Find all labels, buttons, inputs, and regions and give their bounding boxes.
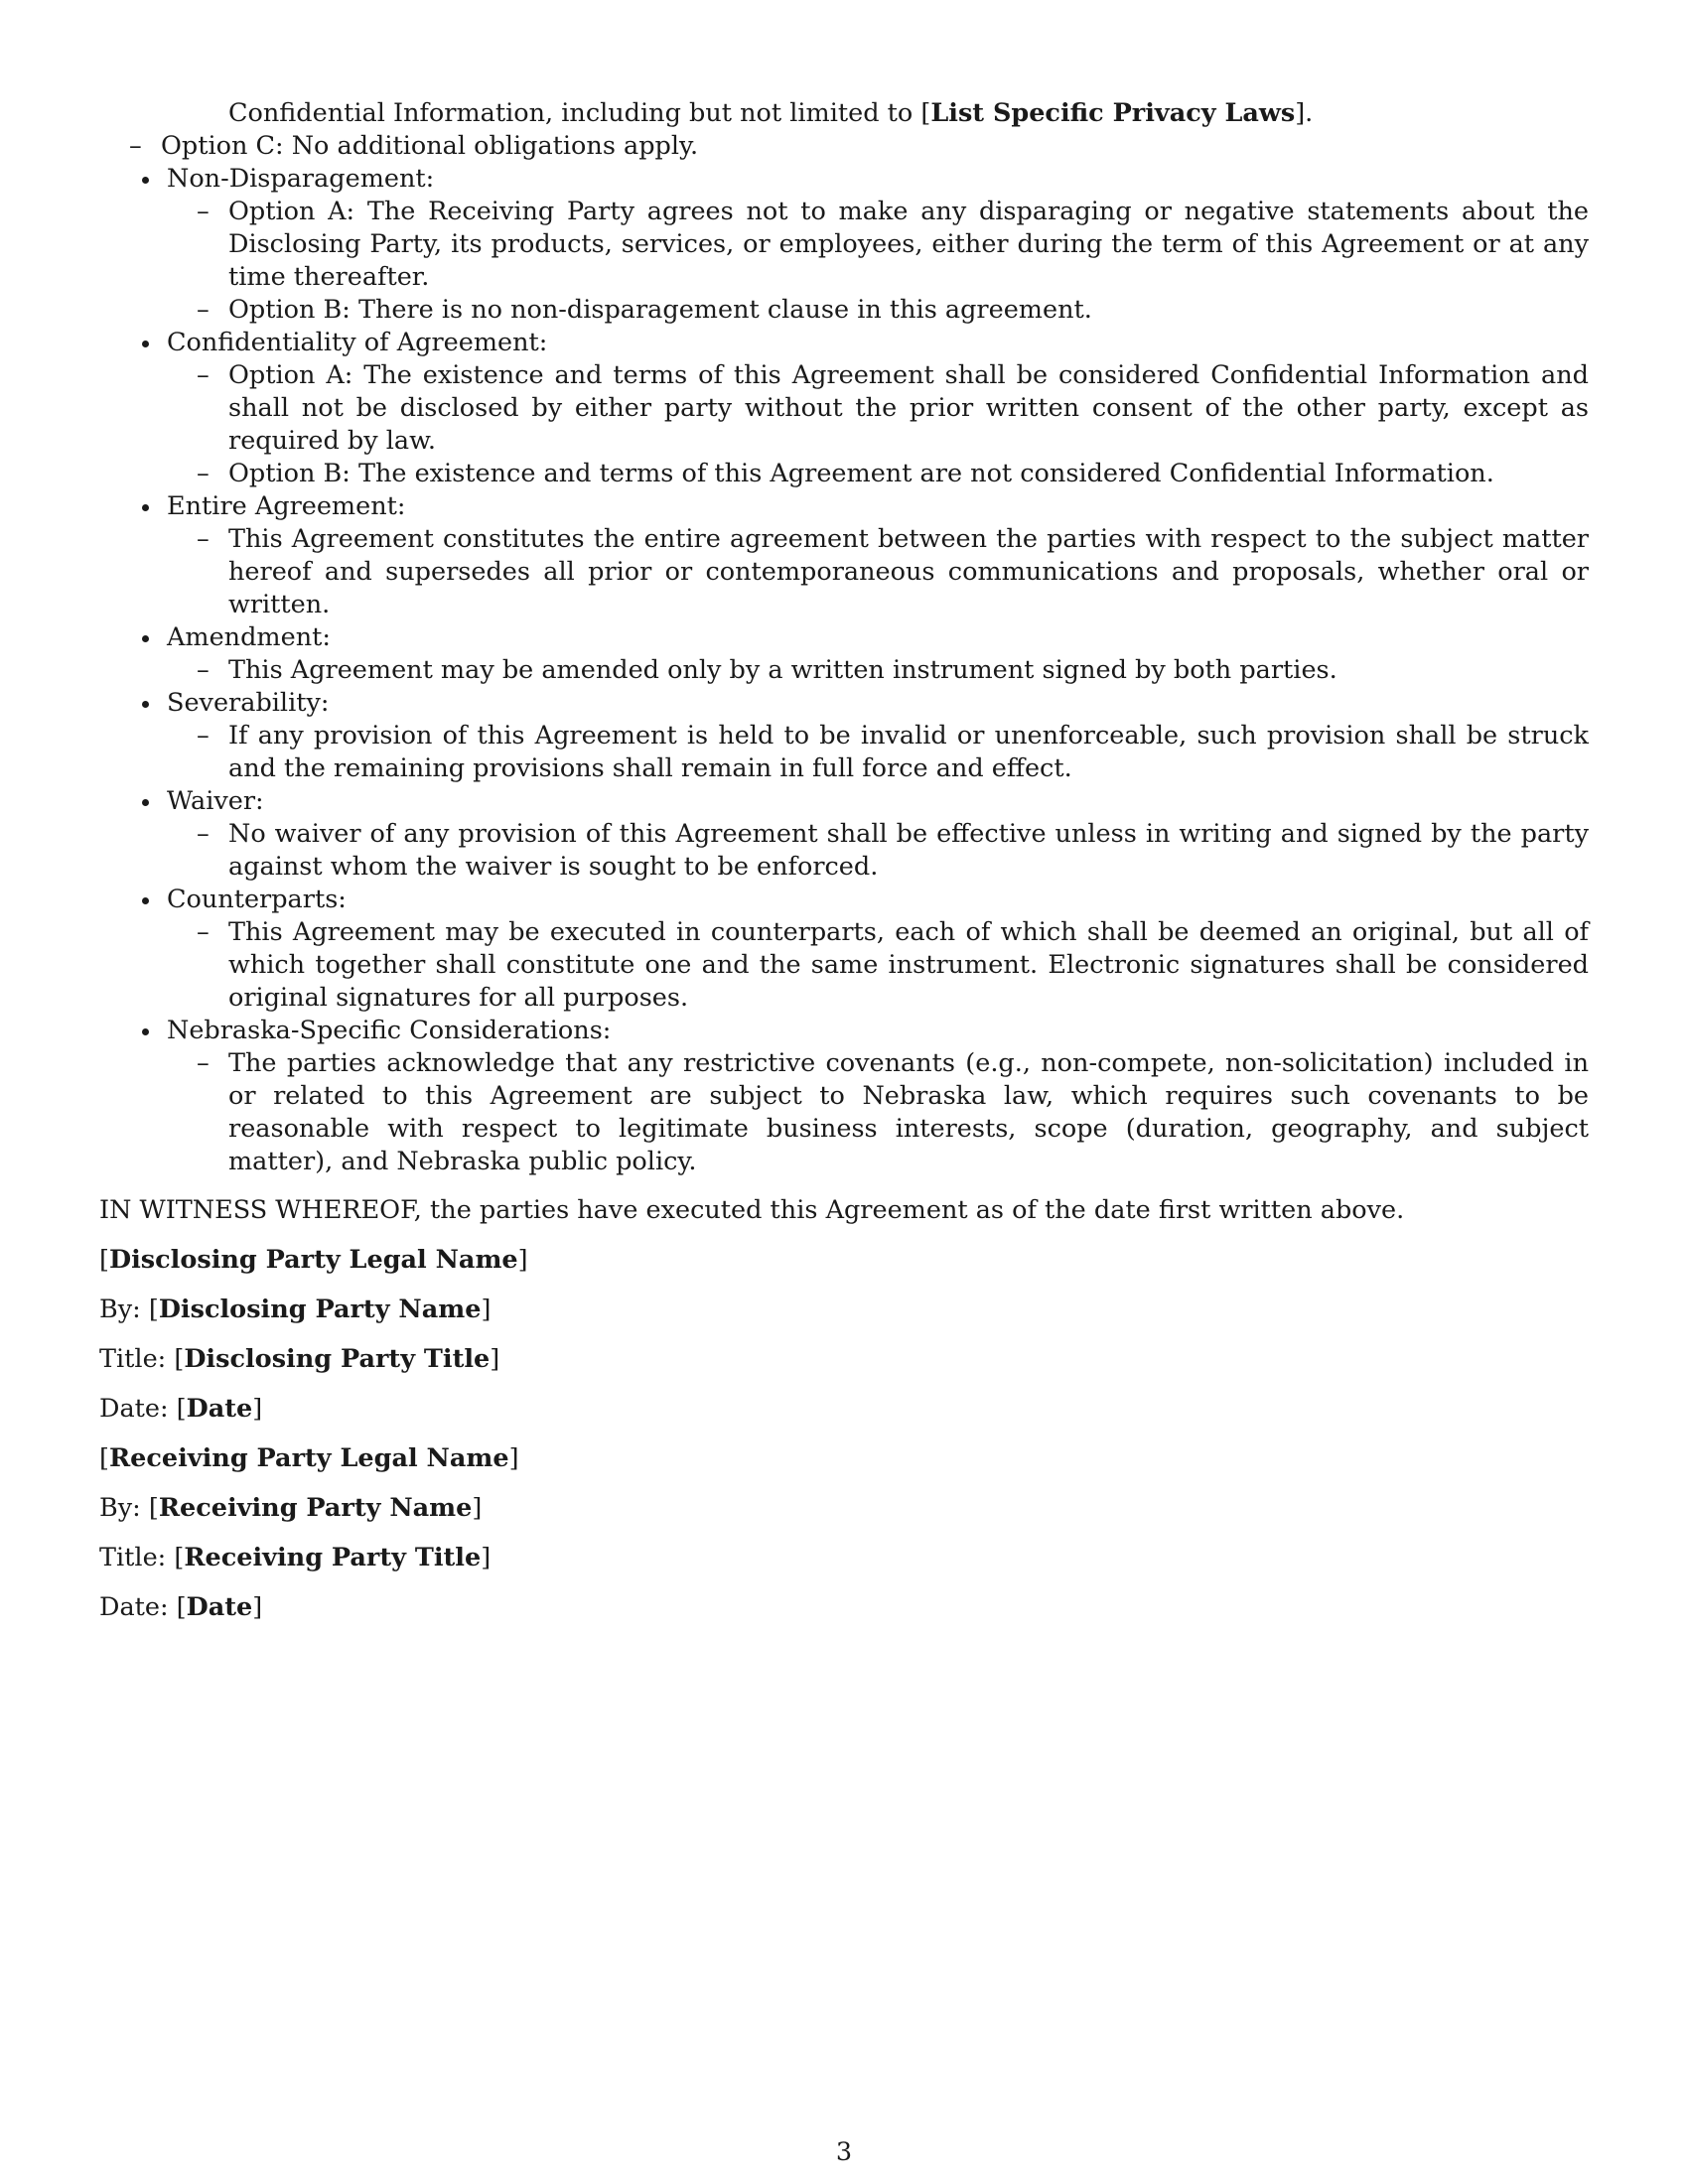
dash-marker: – xyxy=(197,655,210,685)
continuation-options xyxy=(99,130,1589,163)
sub-item: – This Agreement may be amended only by a written instrument signed by both parties. xyxy=(197,655,1337,685)
disclosing-date-line: Date: [Date] xyxy=(99,1394,263,1424)
receiving-legal-name: [Receiving Party Legal Name] xyxy=(99,1443,519,1473)
receiving-title-line: Title: [Receiving Party Title] xyxy=(99,1543,492,1572)
section-nebraska-considerations xyxy=(99,1015,1589,1178)
option-c-item xyxy=(99,130,1589,163)
dash-marker: – xyxy=(197,197,210,226)
section-heading: Confidentiality of Agreement: xyxy=(167,328,548,357)
sub-item: – This Agreement constitutes the entire agreement between the parties with respect to the subject matter hereof and supersedes all prior or contemporaneous communications and proposals, whether oral or written. xyxy=(197,524,1589,619)
section-heading: Non-Disparagement: xyxy=(167,164,435,194)
disclosing-by-line: By: [Disclosing Party Name] xyxy=(99,1295,492,1324)
dash-marker: – xyxy=(197,360,210,390)
section-heading: Waiver: xyxy=(167,786,264,816)
dash-marker: – xyxy=(197,524,210,554)
sub-item: – Option A: The Receiving Party agrees not to make any disparaging or negative statements about the Disclosing Party, its products, services, or employees, either during the term of this Agreement or at any time thereafter. xyxy=(197,197,1589,292)
receiving-date-line: Date: [Date] xyxy=(99,1592,263,1622)
receiving-signature-block xyxy=(99,1442,1589,1624)
sub-item: – Option B: There is no non-disparagement clause in this agreement. xyxy=(197,295,1092,325)
disclosing-title-line: Title: [Disclosing Party Title] xyxy=(99,1344,500,1374)
section-waiver xyxy=(99,785,1589,884)
section-non-disparagement xyxy=(99,163,1589,327)
privacy-laws-placeholder: List Specific Privacy Laws xyxy=(930,98,1296,128)
disclosing-signature-block xyxy=(99,1244,1589,1426)
option-c-text: Option C: No additional obligations apply. xyxy=(161,131,699,161)
section-counterparts xyxy=(99,884,1589,1015)
clause-list xyxy=(99,163,1589,1178)
disclosing-legal-name: [Disclosing Party Legal Name] xyxy=(99,1245,528,1275)
dash-marker: – xyxy=(129,131,142,161)
continuation-line: Confidential Information, including but not limited to [List Specific Privacy Laws]. xyxy=(228,98,1314,128)
receiving-by-line: By: [Receiving Party Name] xyxy=(99,1493,483,1523)
section-severability xyxy=(99,687,1589,785)
section-confidentiality-of-agreement xyxy=(99,327,1589,490)
sub-item: – If any provision of this Agreement is held to be invalid or unenforceable, such provision shall be struck and the remaining provisions shall remain in full force and effect. xyxy=(197,721,1589,783)
sub-item: – The parties acknowledge that any restrictive covenants (e.g., non-compete, non-solicitation) included in or related to this Agreement are subject to Nebraska law, which requires such covenants to be reasonable with respect to legitimate business interests, scope (duration, geography, and subject matter), and Nebraska public policy. xyxy=(197,1048,1589,1176)
sub-item: – No waiver of any provision of this Agreement shall be effective unless in writing and signed by the party against whom the waiver is sought to be enforced. xyxy=(197,819,1589,882)
continuation-text: Confidential Information, including but not limited to xyxy=(228,98,921,128)
dash-marker: – xyxy=(197,819,210,849)
document-page xyxy=(99,97,1589,1624)
dash-marker: – xyxy=(197,459,210,488)
section-heading: Amendment: xyxy=(167,622,331,652)
sub-item: – Option B: The existence and terms of this Agreement are not considered Confidential Information. xyxy=(197,459,1494,488)
dash-marker: – xyxy=(197,917,210,947)
sub-item: – This Agreement may be executed in counterparts, each of which shall be deemed an original, but all of which together shall constitute one and the same instrument. Electronic signatures shall be considered original signatures for all purposes. xyxy=(197,917,1589,1013)
section-heading: Severability: xyxy=(167,688,330,718)
page-number: 3 xyxy=(835,2137,853,2167)
dash-marker: – xyxy=(197,1048,210,1078)
section-heading: Counterparts: xyxy=(167,885,347,914)
dash-marker: – xyxy=(197,721,210,751)
section-heading: Nebraska-Specific Considerations: xyxy=(167,1016,612,1045)
section-heading: Entire Agreement: xyxy=(167,491,406,521)
sub-item: – Option A: The existence and terms of this Agreement shall be considered Confidential Information and shall not be disclosed by either party without the prior written consent of the other party, except as required by law. xyxy=(197,360,1589,456)
dash-marker: – xyxy=(197,295,210,325)
witness-statement: IN WITNESS WHEREOF, the parties have executed this Agreement as of the date first written above. xyxy=(99,1195,1405,1225)
section-amendment xyxy=(99,621,1589,687)
section-entire-agreement xyxy=(99,490,1589,621)
